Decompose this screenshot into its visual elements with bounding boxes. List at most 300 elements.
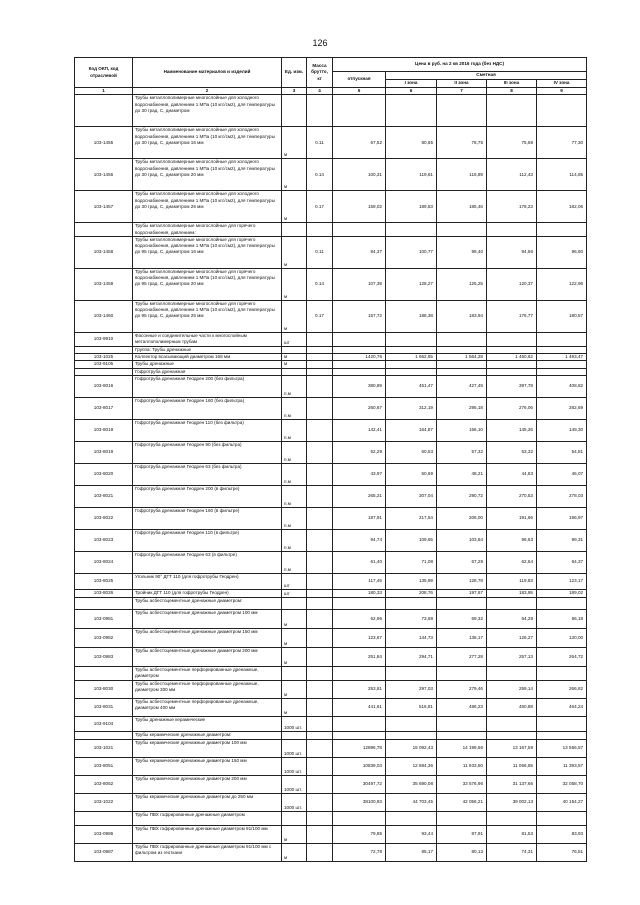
mass-cell (307, 223, 333, 237)
zone3-price-cell (487, 346, 537, 353)
unit-cell: шт (282, 574, 307, 590)
code-cell: 103-8020 (75, 464, 133, 486)
zone3-price-cell: 13 167,59 (487, 740, 537, 758)
release-price-cell (333, 732, 386, 740)
zone1-price-cell: 44 703,45 (386, 794, 437, 812)
zone4-price-cell (537, 361, 587, 368)
table-row (75, 844, 587, 862)
zone2-price-cell: 185,46 (437, 191, 487, 223)
zone1-price-cell: 307,04 (386, 486, 437, 508)
zone2-price-cell (437, 346, 487, 353)
release-price-cell: 12896,78 (333, 740, 386, 758)
name-cell: Гофротруба дренажная Геодрен 160 (без фильтра) (133, 398, 282, 420)
release-price-cell: 107,39 (333, 268, 386, 300)
zone1-price-cell: 208,76 (386, 590, 437, 598)
zone2-price-cell: 103,84 (437, 530, 487, 552)
zone3-price-cell: 119,83 (487, 574, 537, 590)
name-cell: Трубы керамические дренажные диаметром 150 мм (133, 758, 282, 776)
code-cell (75, 368, 133, 375)
release-price-cell: 157,72 (333, 300, 386, 332)
zone2-price-cell: 206,00 (437, 508, 487, 530)
zone3-price-cell: 259,14 (487, 681, 537, 699)
code-cell: 103-8021 (75, 486, 133, 508)
table-row (75, 361, 587, 368)
zone1-price-cell (386, 223, 437, 237)
zone3-price-cell: 450,88 (487, 699, 537, 717)
zone2-price-cell: 486,23 (437, 699, 487, 717)
code-cell: 103-0981 (75, 610, 133, 629)
zone2-price-cell (437, 717, 487, 732)
unit-cell: м (282, 191, 307, 223)
col-number: 6 (386, 88, 437, 95)
zone3-price-cell: 31 137,66 (487, 776, 537, 794)
release-price-cell: 441,61 (333, 699, 386, 717)
name-cell: Трубы ПВХ гофрированные дренажные диаметром 91/100 мм (133, 826, 282, 844)
zone3-price-cell: 183,95 (487, 590, 537, 598)
release-price-cell: 79,85 (333, 826, 386, 844)
unit-cell: 1000 шт. (282, 740, 307, 758)
zone4-price-cell (537, 223, 587, 237)
release-price-cell (333, 346, 386, 353)
name-cell: Трубы металлополимерные многослойные для холодного водоснабжения, давлением 1 МПа (10 кгс/см2), для температуры до 30 град. С, диаметром 16 мм (133, 127, 282, 159)
name-cell: Трубы ПВХ гофрированные дренажные диаметром (133, 812, 282, 826)
mass-cell (307, 574, 333, 590)
mass-cell (307, 354, 333, 361)
code-cell: 103-0986 (75, 826, 133, 844)
zone1-price-cell: 217,54 (386, 508, 437, 530)
zone4-price-cell (537, 732, 587, 740)
unit-cell: п.м (282, 398, 307, 420)
unit-cell: п.м (282, 486, 307, 508)
code-cell: 103-8025 (75, 574, 133, 590)
name-cell: Гофротруба дренажная Геодрен 110 (без фильтра) (133, 420, 282, 442)
code-cell (75, 732, 133, 740)
name-cell: Гофротруба дренажная Геодрен 90 (без фильтра) (133, 442, 282, 464)
zone3-price-cell (487, 332, 537, 346)
code-cell: 103-8031 (75, 699, 133, 717)
release-price-cell: 265,21 (333, 486, 386, 508)
zone3-price-cell (487, 732, 537, 740)
name-cell: Трубы асбестоцементные дренажные диаметром 200 мм (133, 648, 282, 667)
unit-cell: 1000 шт. (282, 794, 307, 812)
table-row (75, 776, 587, 794)
table-row (75, 420, 587, 442)
zone3-price-cell: 120,37 (487, 268, 537, 300)
unit-cell: п.м (282, 530, 307, 552)
zone2-price-cell: 295,18 (437, 398, 487, 420)
unit-cell: п.м (282, 508, 307, 530)
zone1-price-cell (386, 812, 437, 826)
zone2-price-cell: 136,17 (437, 629, 487, 648)
name-cell: Трубы дренажные (133, 361, 282, 368)
zone3-price-cell: 397,78 (487, 376, 537, 398)
table-row (75, 740, 587, 758)
zone3-price-cell (487, 95, 537, 127)
zone1-price-cell: 60,53 (386, 442, 437, 464)
zone1-price-cell: 297,03 (386, 681, 437, 699)
release-price-cell: 52,29 (333, 442, 386, 464)
table-row (75, 376, 587, 398)
header-release: отпускная (333, 72, 386, 88)
code-cell: 103-1458 (75, 236, 133, 268)
table-row (75, 530, 587, 552)
zone4-price-cell: 180,57 (537, 300, 587, 332)
zone2-price-cell (437, 598, 487, 610)
release-price-cell: 117,45 (333, 574, 386, 590)
zone3-price-cell: 191,66 (487, 508, 537, 530)
name-cell: Гофротруба дренажная Геодрен 110 (в фильтре) (133, 530, 282, 552)
mass-cell (307, 398, 333, 420)
zone4-price-cell: 1 493,47 (537, 354, 587, 361)
zone3-price-cell: 44,83 (487, 464, 537, 486)
table-row (75, 223, 587, 237)
zone1-price-cell (386, 732, 437, 740)
table-row (75, 758, 587, 776)
zone4-price-cell: 46,07 (537, 464, 587, 486)
code-cell: 103-8022 (75, 508, 133, 530)
release-price-cell: 10839,03 (333, 758, 386, 776)
zone1-price-cell: 12 684,36 (386, 758, 437, 776)
zone4-price-cell: 54,81 (537, 442, 587, 464)
unit-cell: м (282, 629, 307, 648)
release-price-cell (333, 95, 386, 127)
name-cell: Тройник ДГТ 110 (для гофротрубы Геодрен) (133, 590, 282, 598)
zone4-price-cell: 76,51 (537, 844, 587, 862)
zone4-price-cell (537, 346, 587, 353)
name-cell: Трубы асбестоцементные дренажные диаметром 100 мм (133, 610, 282, 629)
name-cell: Гофротруба дренажная Геодрен 200 (в фильтре) (133, 486, 282, 508)
zone4-price-cell (537, 95, 587, 127)
header-estimate: Сметная (386, 72, 587, 80)
mass-cell: 0.11 (307, 127, 333, 159)
unit-cell: шт (282, 590, 307, 598)
zone2-price-cell (437, 667, 487, 681)
table-row (75, 648, 587, 667)
code-cell (75, 223, 133, 237)
col-number: 8 (487, 88, 537, 95)
zone3-price-cell: 270,53 (487, 486, 537, 508)
zone4-price-cell: 408,82 (537, 376, 587, 398)
zone1-price-cell (386, 368, 437, 375)
code-cell: 103-1021 (75, 740, 133, 758)
zone1-price-cell (386, 361, 437, 368)
zone1-price-cell: 73,68 (386, 610, 437, 629)
name-cell: Трубы асбестоцементные перфорированные дренажные, диаметром 300 мм (133, 681, 282, 699)
zone1-price-cell: 135,99 (386, 574, 437, 590)
release-price-cell: 100,31 (333, 159, 386, 191)
unit-cell: м (282, 236, 307, 268)
zone4-price-cell: 40 154,27 (537, 794, 587, 812)
mass-cell (307, 732, 333, 740)
name-cell: Коллектор всасывающий диаметром 168 мм (133, 354, 282, 361)
price-table (74, 57, 587, 862)
zone1-price-cell: 71,08 (386, 552, 437, 574)
name-cell: Трубы металлополимерные многослойные для холодного водоснабжения, давлением 1 МПа (10 кгс/см2), для температуры до 30 град. С, диаметром 25 мм (133, 191, 282, 223)
zone2-price-cell: 125,25 (437, 268, 487, 300)
mass-cell (307, 508, 333, 530)
header-code: Код ОКП, код отраслевой (75, 58, 133, 88)
code-cell: 103-0987 (75, 844, 133, 862)
table-row (75, 826, 587, 844)
zone3-price-cell (487, 812, 537, 826)
unit-cell: 1000 шт. (282, 717, 307, 732)
unit-cell (282, 732, 307, 740)
col-number: 4 (307, 88, 333, 95)
zone3-price-cell: 81,53 (487, 826, 537, 844)
code-cell: 103-8024 (75, 552, 133, 574)
mass-cell (307, 442, 333, 464)
table-row (75, 191, 587, 223)
table-row (75, 464, 587, 486)
zone1-price-cell (386, 332, 437, 346)
unit-cell: м (282, 826, 307, 844)
table-row (75, 398, 587, 420)
name-cell: Фасонные и соединительные части к многослойным металлополимерным трубам (133, 332, 282, 346)
release-price-cell: 159,02 (333, 191, 386, 223)
zone3-price-cell: 257,13 (487, 648, 537, 667)
zone2-price-cell: 279,46 (437, 681, 487, 699)
zone2-price-cell: 42 056,21 (437, 794, 487, 812)
release-price-cell: 142,41 (333, 420, 386, 442)
code-cell: 103-1455 (75, 127, 133, 159)
unit-cell: м (282, 159, 307, 191)
code-cell (75, 95, 133, 127)
zone2-price-cell (437, 812, 487, 826)
name-cell: Гофротруба дренажная Геодрен 63 (без фильтра) (133, 464, 282, 486)
table-row (75, 610, 587, 629)
zone4-price-cell (537, 332, 587, 346)
table-row (75, 354, 587, 361)
mass-cell (307, 667, 333, 681)
zone4-price-cell (537, 717, 587, 732)
name-cell: Трубы металлополимерные многослойные для холодного водоснабжения, давлением 1 МПа (10 кгс/см2), для температуры до 30 град. С, диаметром 20 мм (133, 159, 282, 191)
page-number: 126 (312, 38, 328, 48)
name-cell: Трубы металлополимерные многослойные для горячего водоснабжения, давлением 1 МПа (10 кгс/см2), для температуры до 95 град. С, диаметром 20 мм (133, 268, 282, 300)
zone3-price-cell (487, 717, 537, 732)
mass-cell (307, 648, 333, 667)
release-price-cell: 253,81 (333, 681, 386, 699)
zone3-price-cell (487, 361, 537, 368)
mass-cell (307, 530, 333, 552)
header-mass: Масса брутто, кг (307, 58, 333, 88)
code-cell: 103-8017 (75, 398, 133, 420)
unit-cell: м (282, 844, 307, 862)
code-cell: 103-1460 (75, 300, 133, 332)
zone4-price-cell (537, 598, 587, 610)
zone1-price-cell: 451,47 (386, 376, 437, 398)
zone3-price-cell: 64,28 (487, 610, 537, 629)
col-number: 9 (537, 88, 587, 95)
release-price-cell: 260,67 (333, 398, 386, 420)
zone4-price-cell: 64,37 (537, 552, 587, 574)
unit-cell: м (282, 361, 307, 368)
zone3-price-cell: 112,43 (487, 159, 537, 191)
zone1-price-cell (386, 717, 437, 732)
release-price-cell (333, 598, 386, 610)
col-number: 5 (333, 88, 386, 95)
release-price-cell (333, 223, 386, 237)
zone3-price-cell: 176,77 (487, 300, 537, 332)
name-cell: Гофротруба дренажная Геодрен 200 (без фильтра) (133, 376, 282, 398)
mass-cell (307, 346, 333, 353)
zone4-price-cell: 182,06 (537, 191, 587, 223)
mass-cell (307, 464, 333, 486)
zone3-price-cell: 75,68 (487, 127, 537, 159)
name-cell: Трубы металлополимерные многослойные для горячего водоснабжения, давлением: (133, 223, 282, 237)
header-zone1: I зона (386, 80, 437, 88)
zone3-price-cell: 178,23 (487, 191, 537, 223)
zone4-price-cell (537, 368, 587, 375)
code-cell (75, 812, 133, 826)
unit-cell (282, 812, 307, 826)
name-cell: Трубы керамические дренажные диаметром до 250 мм (133, 794, 282, 812)
code-cell: 103-0982 (75, 629, 133, 648)
zone3-price-cell: 126,27 (487, 629, 537, 648)
code-cell: 103-1022 (75, 794, 133, 812)
mass-cell (307, 420, 333, 442)
code-cell: 103-1025 (75, 354, 133, 361)
zone4-price-cell: 123,17 (537, 574, 587, 590)
zone4-price-cell: 96,60 (537, 236, 587, 268)
zone4-price-cell: 264,72 (537, 648, 587, 667)
zone2-price-cell: 197,67 (437, 590, 487, 598)
mass-cell (307, 681, 333, 699)
unit-cell: м (282, 681, 307, 699)
col-number: 3 (282, 88, 307, 95)
unit-cell (282, 598, 307, 610)
header-price-title: Цена в руб. на 2 кв 2016 года (без НДС) (333, 58, 587, 72)
zone3-price-cell: 94,56 (487, 236, 537, 268)
zone2-price-cell: 116,89 (437, 159, 487, 191)
zone1-price-cell: 119,61 (386, 159, 437, 191)
name-cell: Гофротруба дренажная Геодрен 160 (в фильтре) (133, 508, 282, 530)
unit-cell: п.м (282, 442, 307, 464)
mass-cell (307, 376, 333, 398)
zone4-price-cell: 122,96 (537, 268, 587, 300)
zone2-price-cell (437, 361, 487, 368)
table-row (75, 300, 587, 332)
zone1-price-cell: 109,65 (386, 530, 437, 552)
header-unit: Ед. изм. (282, 58, 307, 88)
name-cell: Гофротруба дренажная Геодрен 63 (в фильтре) (133, 552, 282, 574)
zone3-price-cell: 145,26 (487, 420, 537, 442)
release-price-cell (333, 717, 386, 732)
zone3-price-cell (487, 667, 537, 681)
name-cell: Трубы ПВХ гофрированные дренажные диаметром 91/100 мм с фильтром из геоткани (133, 844, 282, 862)
mass-cell (307, 332, 333, 346)
col-number: 7 (437, 88, 487, 95)
name-cell: Трубы металлополимерные многослойные для горячего водоснабжения, давлением 1 МПа (10 кгс/см2), для температуры до 95 град. С, диаметром 16 мм (133, 236, 282, 268)
release-price-cell (333, 361, 386, 368)
zone1-price-cell: 312,19 (386, 398, 437, 420)
zone3-price-cell (487, 223, 537, 237)
table-row (75, 236, 587, 268)
mass-cell (307, 826, 333, 844)
name-cell: Трубы асбестоцементные дренажные диаметром: (133, 598, 282, 610)
header-name: Наименование материалов и изделий (133, 58, 282, 88)
release-price-cell: 1420,76 (333, 354, 386, 361)
zone1-price-cell: 50,69 (386, 464, 437, 486)
zone2-price-cell (437, 368, 487, 375)
table-row (75, 732, 587, 740)
mass-cell: 0.14 (307, 268, 333, 300)
table-row (75, 442, 587, 464)
zone4-price-cell (537, 667, 587, 681)
unit-cell: м (282, 127, 307, 159)
zone2-price-cell: 78,75 (437, 127, 487, 159)
zone4-price-cell: 464,24 (537, 699, 587, 717)
zone4-price-cell: 77,30 (537, 127, 587, 159)
code-cell: 103-8016 (75, 376, 133, 398)
unit-cell: п.м (282, 420, 307, 442)
release-price-cell: 187,91 (333, 508, 386, 530)
col-number: 1 (75, 88, 133, 95)
zone3-price-cell (487, 368, 537, 375)
unit-cell: шт (282, 332, 307, 346)
zone3-price-cell: 1 450,62 (487, 354, 537, 361)
zone2-price-cell (437, 332, 487, 346)
release-price-cell: 251,84 (333, 648, 386, 667)
release-price-cell: 380,89 (333, 376, 386, 398)
code-cell: 103-8030 (75, 681, 133, 699)
zone2-price-cell: 1 564,28 (437, 354, 487, 361)
table-row (75, 486, 587, 508)
table-row (75, 552, 587, 574)
zone2-price-cell: 128,78 (437, 574, 487, 590)
zone1-price-cell (386, 667, 437, 681)
code-cell: 103-8051 (75, 758, 133, 776)
header-zone3: III зона (487, 80, 537, 88)
name-cell: Трубы керамические дренажные диаметром 100 мм (133, 740, 282, 758)
mass-cell (307, 740, 333, 758)
zone3-price-cell: 11 066,65 (487, 758, 537, 776)
zone4-price-cell: 66,18 (537, 610, 587, 629)
zone4-price-cell: 114,85 (537, 159, 587, 191)
table-row (75, 346, 587, 353)
zone1-price-cell: 100,77 (386, 236, 437, 268)
code-cell: 103-8026 (75, 590, 133, 598)
unit-cell (282, 95, 307, 127)
code-cell: 103-9910 (75, 332, 133, 346)
name-cell: Угольник 90° ДГТ 110 (для гофротрубы Геодрен) (133, 574, 282, 590)
zone4-price-cell: 266,82 (537, 681, 587, 699)
mass-cell (307, 629, 333, 648)
code-cell: 103-8018 (75, 420, 133, 442)
code-cell: 103-1459 (75, 268, 133, 300)
code-cell: 103-1456 (75, 159, 133, 191)
zone4-price-cell: 282,69 (537, 398, 587, 420)
zone1-price-cell: 294,71 (386, 648, 437, 667)
name-cell: Трубы асбестоцементные дренажные диаметром 150 мм (133, 629, 282, 648)
mass-cell (307, 361, 333, 368)
code-cell (75, 346, 133, 353)
zone1-price-cell: 1 662,65 (386, 354, 437, 361)
code-cell: 103-8052 (75, 776, 133, 794)
zone1-price-cell (386, 95, 437, 127)
code-cell: 103-8019 (75, 442, 133, 464)
zone1-price-cell: 188,38 (386, 300, 437, 332)
zone4-price-cell: 32 058,70 (537, 776, 587, 794)
name-cell: Группа: Трубы дренажные (133, 346, 282, 353)
release-price-cell: 72,78 (333, 844, 386, 862)
zone3-price-cell: 62,64 (487, 552, 537, 574)
header-zone2: II зона (437, 80, 487, 88)
table-row (75, 598, 587, 610)
table-row (75, 590, 587, 598)
name-cell: Трубы асбестоцементные перфорированные дренажные, диаметром (133, 667, 282, 681)
table-row (75, 629, 587, 648)
release-price-cell: 67,52 (333, 127, 386, 159)
